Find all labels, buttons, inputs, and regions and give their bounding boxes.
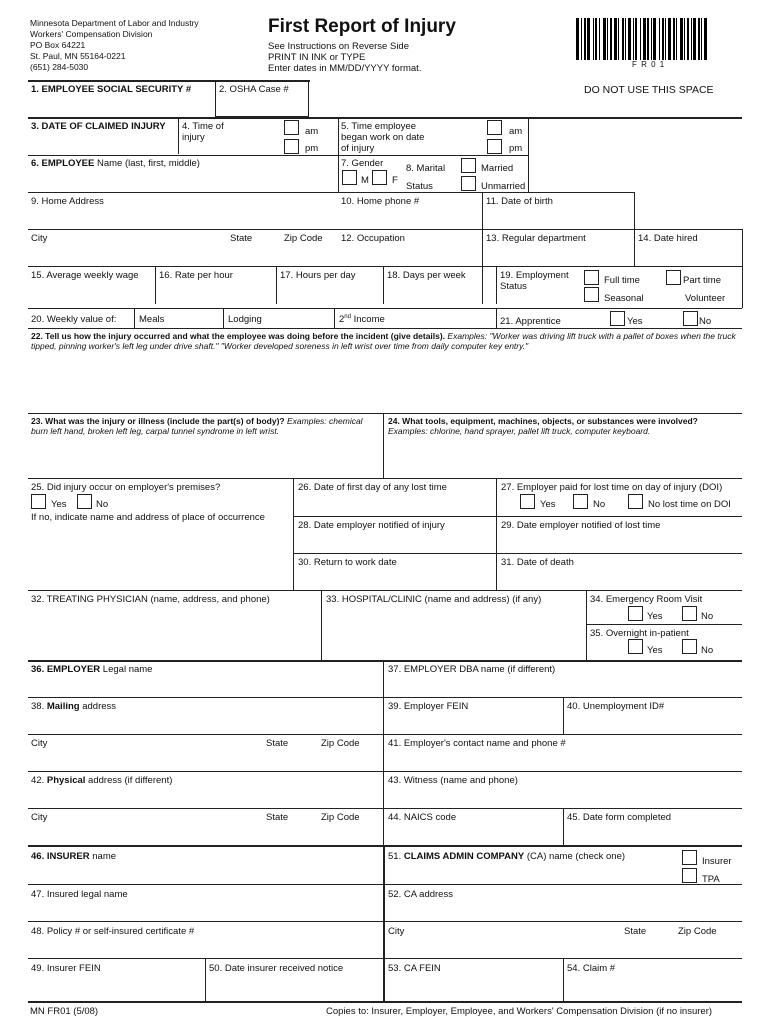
field-38-rest: address xyxy=(79,701,117,712)
yes-label: Yes xyxy=(51,499,67,510)
field-51-label xyxy=(388,851,625,862)
yes-label: Yes xyxy=(647,611,663,622)
field-50-label: 50. Date insurer received notice xyxy=(209,963,344,974)
pm-label: pm xyxy=(305,143,319,154)
field-42-bold: Physical xyxy=(46,775,86,786)
field-17-label: 17. Hours per day xyxy=(280,270,356,281)
am-label: am xyxy=(305,126,319,137)
instruction-line: Enter dates in MM/DD/YYYY format. xyxy=(268,63,422,74)
second-income-label xyxy=(339,314,385,325)
field-22-examples: Examples: "Worker was driving lift truck with a pallet of boxes when the truck tipped, pinning worker's left leg under drive shaft." "Worker developed soreness in left wrist over time from daily computer key entry." xyxy=(31,331,736,351)
field-4-label-b: injury xyxy=(182,132,205,143)
no-label: No xyxy=(593,499,606,510)
no-label: No xyxy=(701,645,714,656)
doi-no-checkbox[interactable] xyxy=(573,494,588,509)
apprentice-no-checkbox[interactable] xyxy=(683,311,698,326)
am-label: am xyxy=(509,126,523,137)
field-13-label: 13. Regular department xyxy=(486,233,586,244)
field-29-label: 29. Date employer notified of lost time xyxy=(501,520,661,531)
no-label: No xyxy=(699,316,712,327)
income-sup: nd xyxy=(344,313,351,320)
gender-f-checkbox[interactable] xyxy=(372,170,387,185)
field-47-label: 47. Insured legal name xyxy=(31,889,128,900)
income-post: Income xyxy=(350,314,385,325)
zip-label: Zip Code xyxy=(284,233,323,244)
field-51-bold: CLAIMS ADMIN COMPANY xyxy=(403,851,525,862)
married-label: Married xyxy=(481,163,514,174)
field-36-rest: Legal name xyxy=(100,664,153,675)
barcode-text: F R 0 1 xyxy=(632,60,666,69)
unmarried-checkbox[interactable] xyxy=(461,176,476,191)
time-work-pm-checkbox[interactable] xyxy=(487,139,502,154)
field-31-label: 31. Date of death xyxy=(501,557,574,568)
field-5-label-c: of injury xyxy=(341,143,375,154)
field-8-label: 8. Marital xyxy=(406,163,446,174)
field-18-label: 18. Days per week xyxy=(387,270,466,281)
field-19-label: 19. Employment xyxy=(500,270,569,281)
field-36-label xyxy=(31,664,152,675)
no-label: No xyxy=(96,499,109,510)
pm-label: pm xyxy=(509,143,523,154)
field-32-label: 32. TREATING PHYSICIAN (name, address, and phone) xyxy=(31,594,270,605)
time-work-am-checkbox[interactable] xyxy=(487,120,502,135)
instruction-line: PRINT IN INK or TYPE xyxy=(268,52,366,63)
field-2-label: 2. OSHA Case # xyxy=(219,84,289,95)
time-injury-pm-checkbox[interactable] xyxy=(284,139,299,154)
form-id: MN FR01 (5/08) xyxy=(30,1006,99,1017)
field-46-bold: 46. INSURER xyxy=(31,851,90,862)
field-51-rest: (CA) name (check one) xyxy=(524,851,626,862)
field-51-pre: 51. xyxy=(388,851,404,862)
city-label: City xyxy=(31,738,48,749)
field-42-rest: address (if different) xyxy=(85,775,173,786)
field-9-label: 9. Home Address xyxy=(31,196,104,207)
form-title: First Report of Injury xyxy=(268,16,456,37)
barcode xyxy=(576,18,743,60)
field-53-label: 53. CA FEIN xyxy=(388,963,441,974)
field-12-label: 12. Occupation xyxy=(341,233,405,244)
time-injury-am-checkbox[interactable] xyxy=(284,120,299,135)
state-label: State xyxy=(266,738,289,749)
field-28-label: 28. Date employer notified of injury xyxy=(298,520,445,531)
unmarried-label: Unmarried xyxy=(481,181,526,192)
doi-yes-checkbox[interactable] xyxy=(520,494,535,509)
city-label: City xyxy=(388,926,405,937)
married-checkbox[interactable] xyxy=(461,158,476,173)
field-42-pre: 42. xyxy=(31,775,47,786)
seasonal-checkbox[interactable] xyxy=(584,287,599,302)
volunteer-label: Volunteer xyxy=(685,293,726,304)
no-label: No xyxy=(701,611,714,622)
field-21-label: 21. Apprentice xyxy=(500,316,561,327)
field-10-label: 10. Home phone # xyxy=(341,196,420,207)
agency-line: Minnesota Department of Labor and Industry xyxy=(30,18,199,28)
city-label: City xyxy=(31,233,48,244)
field-37-label: 37. EMPLOYER DBA name (if different) xyxy=(388,664,556,675)
overnight-no-checkbox[interactable] xyxy=(682,639,697,654)
field-19-label-b: Status xyxy=(500,281,527,292)
field-25-note: If no, indicate name and address of place of occurrence xyxy=(31,512,265,523)
field-48-label: 48. Policy # or self-insured certificate # xyxy=(31,926,195,937)
agency-block xyxy=(30,18,199,73)
instructions-block xyxy=(268,41,421,74)
field-52-label: 52. CA address xyxy=(388,889,453,900)
apprentice-yes-checkbox[interactable] xyxy=(610,311,625,326)
parttime-label: Part time xyxy=(683,275,722,286)
income-pre: 2 xyxy=(339,314,345,325)
agency-line: St. Paul, MN 55164-0221 xyxy=(30,51,126,61)
field-42-label xyxy=(31,775,172,786)
field-5-label-b: began work on date xyxy=(341,132,425,143)
premises-no-checkbox[interactable] xyxy=(77,494,92,509)
tpa-label: TPA xyxy=(702,874,720,885)
field-38-label xyxy=(31,701,116,712)
field-34-label: 34. Emergency Room Visit xyxy=(590,594,703,605)
ca-insurer-checkbox[interactable] xyxy=(682,850,697,865)
field-6-label-bold: 6. EMPLOYEE xyxy=(31,158,95,169)
field-46-label xyxy=(31,851,116,862)
field-6-label xyxy=(31,158,200,169)
yes-label: Yes xyxy=(627,316,643,327)
agency-line: (651) 284-5030 xyxy=(30,62,89,72)
zip-label: Zip Code xyxy=(321,812,360,823)
ca-tpa-checkbox[interactable] xyxy=(682,868,697,883)
field-40-label: 40. Unemployment ID# xyxy=(567,701,665,712)
field-54-label: 54. Claim # xyxy=(567,963,616,974)
field-43-label: 43. Witness (name and phone) xyxy=(388,775,518,786)
field-6-label-rest: Name (last, first, middle) xyxy=(94,158,200,169)
field-23-examples: Examples: chemical burn left hand, broken left leg, carpal tunnel syndrome in left wrist. xyxy=(31,416,363,436)
field-23-label xyxy=(31,416,381,436)
field-11-label: 11. Date of birth xyxy=(486,196,553,207)
fulltime-label: Full time xyxy=(604,275,640,286)
field-38-pre: 38. xyxy=(31,701,47,712)
field-35-label: 35. Overnight in-patient xyxy=(590,628,689,639)
do-not-use-label: DO NOT USE THIS SPACE xyxy=(584,84,714,96)
no-lost-time-label: No lost time on DOI xyxy=(648,499,731,510)
field-22-bold: 22. Tell us how the injury occurred and what the employee was doing before the incident (give details). xyxy=(31,331,446,341)
field-26-label: 26. Date of first day of any lost time xyxy=(298,482,447,493)
state-label: State xyxy=(624,926,647,937)
field-20-label: 20. Weekly value of: xyxy=(31,314,117,325)
lodging-label: Lodging xyxy=(228,314,262,325)
field-36-bold: 36. EMPLOYER xyxy=(31,664,101,675)
field-4-label: 4. Time of xyxy=(182,121,224,132)
field-14-label: 14. Date hired xyxy=(638,233,698,244)
field-45-label: 45. Date form completed xyxy=(567,812,672,823)
field-24-bold: 24. What tools, equipment, machines, objects, or substances were involved? xyxy=(388,416,698,426)
yes-label: Yes xyxy=(647,645,663,656)
yes-label: Yes xyxy=(540,499,556,510)
field-23-bold: 23. What was the injury or illness (include the part(s) of body)? xyxy=(31,416,285,426)
field-27-label: 27. Employer paid for lost time on day of injury (DOI) xyxy=(501,482,723,493)
field-33-label: 33. HOSPITAL/CLINIC (name and address) (if any) xyxy=(326,594,542,605)
field-8-label-b: Status xyxy=(406,181,433,192)
state-label: State xyxy=(266,812,289,823)
field-5-label: 5. Time employee xyxy=(341,121,416,132)
field-24-examples: Examples: chlorine, hand sprayer, pallet lift truck, computer keyboard. xyxy=(388,426,651,436)
field-44-label: 44. NAICS code xyxy=(388,812,457,823)
agency-line: Workers' Compensation Division xyxy=(30,29,153,39)
field-46-rest: name xyxy=(89,851,117,862)
field-39-label: 39. Employer FEIN xyxy=(388,701,469,712)
insurer-label: Insurer xyxy=(702,856,732,867)
state-label: State xyxy=(230,233,253,244)
premises-yes-checkbox[interactable] xyxy=(31,494,46,509)
no-lost-time-checkbox[interactable] xyxy=(628,494,643,509)
er-yes-checkbox[interactable] xyxy=(628,606,643,621)
fulltime-checkbox[interactable] xyxy=(584,270,599,285)
field-24-label xyxy=(388,416,738,436)
copies-note: Copies to: Insurer, Employer, Employee, and Workers' Compensation Division (if no insurer) xyxy=(326,1006,713,1017)
gender-m-checkbox[interactable] xyxy=(342,170,357,185)
agency-line: PO Box 64221 xyxy=(30,40,86,50)
field-30-label: 30. Return to work date xyxy=(298,557,397,568)
field-3-label: 3. DATE OF CLAIMED INJURY xyxy=(31,121,166,132)
field-15-label: 15. Average weekly wage xyxy=(31,270,139,281)
instruction-line: See Instructions on Reverse Side xyxy=(268,41,409,52)
zip-label: Zip Code xyxy=(321,738,360,749)
meals-label: Meals xyxy=(139,314,165,325)
seasonal-label: Seasonal xyxy=(604,293,644,304)
field-41-label: 41. Employer's contact name and phone # xyxy=(388,738,566,749)
parttime-checkbox[interactable] xyxy=(666,270,681,285)
er-no-checkbox[interactable] xyxy=(682,606,697,621)
city-label: City xyxy=(31,812,48,823)
f-label: F xyxy=(392,175,398,186)
overnight-yes-checkbox[interactable] xyxy=(628,639,643,654)
field-16-label: 16. Rate per hour xyxy=(159,270,233,281)
field-22-label xyxy=(31,331,739,351)
field-49-label: 49. Insurer FEIN xyxy=(31,963,101,974)
zip-label: Zip Code xyxy=(678,926,717,937)
m-label: M xyxy=(361,175,369,186)
field-38-bold: Mailing xyxy=(46,701,80,712)
field-7-label: 7. Gender xyxy=(341,158,384,169)
field-1-label: 1. EMPLOYEE SOCIAL SECURITY # xyxy=(31,84,192,95)
field-25-label: 25. Did injury occur on employer's premises? xyxy=(31,482,221,493)
